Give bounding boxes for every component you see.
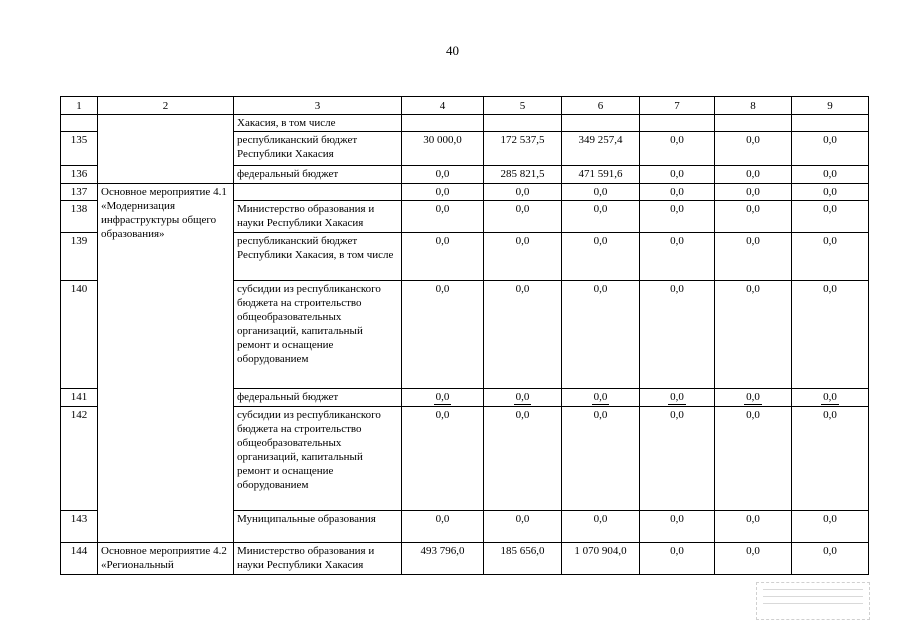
funding-source: субсидии из республиканского бюджета на строительство общеобразовательных организаций, капитальный ремонт и оснащение оборудованием [234,407,402,511]
budget-table [60,96,869,575]
funding-source: федеральный бюджет [234,166,402,184]
value-cell: 0,0 [402,201,484,233]
value-cell [715,115,792,132]
value-cell: 0,0 [562,184,640,201]
table-row [61,543,869,575]
value-cell: 0,0 [402,407,484,511]
value-cell: 0,0 [792,543,869,575]
funding-source: субсидии из республиканского бюджета на строительство общеобразовательных организаций, капитальный ремонт и оснащение оборудованием [234,281,402,389]
value-cell: 0,0 [562,407,640,511]
value-cell: 0,0 [640,281,715,389]
row-number: 137 [61,184,98,201]
header-cell: 5 [484,97,562,115]
row-number: 135 [61,132,98,166]
stamp-line [763,596,863,597]
value-cell: 0,0 [792,132,869,166]
row-number: 140 [61,281,98,389]
funding-source: федеральный бюджет [234,389,402,407]
value-cell: 0,0 [792,233,869,281]
value-cell: 0,0 [640,543,715,575]
row-number [61,115,98,132]
value-cell: 0,0 [792,281,869,389]
value-cell: 0,0 [402,281,484,389]
table-row [61,184,869,201]
header-cell: 3 [234,97,402,115]
measure-cell: Основное мероприятие 4.2 «Региональный [98,543,234,575]
value-cell: 0,0 [715,543,792,575]
value-cell: 0,0 [640,233,715,281]
value-cell: 0,0 [640,132,715,166]
value-cell: 0,0 [715,132,792,166]
value-cell: 0,0 [562,233,640,281]
value-cell [715,389,792,407]
value-cell [640,115,715,132]
value-cell [792,115,869,132]
row-number: 141 [61,389,98,407]
value-cell: 0,0 [402,233,484,281]
value-cell: 0,0 [484,233,562,281]
value-cell: 0,0 [402,511,484,543]
row-number: 142 [61,407,98,511]
value-cell [562,115,640,132]
header-cell: 1 [61,97,98,115]
value-cell [484,115,562,132]
value-cell: 0,0 [484,201,562,233]
value-cell: 0,0 [715,166,792,184]
value-cell: 493 796,0 [402,543,484,575]
value-cell: 0,0 [640,201,715,233]
row-number: 136 [61,166,98,184]
value-cell: 0,0 [402,166,484,184]
value-cell: 0,0 [640,511,715,543]
header-cell: 8 [715,97,792,115]
value-text: 0,0 [593,391,608,403]
page-number: 40 [446,43,459,58]
measure-cell: Основное мероприятие 4.1 «Модернизация инфраструктуры общего образования» [98,184,234,543]
value-cell: 471 591,6 [562,166,640,184]
value-cell: 0,0 [715,511,792,543]
value-cell: 0,0 [792,201,869,233]
value-cell [562,389,640,407]
row-number: 144 [61,543,98,575]
value-text: 0,0 [670,391,684,403]
value-cell: 0,0 [792,511,869,543]
value-cell [792,389,869,407]
header-cell: 6 [562,97,640,115]
value-cell: 0,0 [484,407,562,511]
value-cell: 285 821,5 [484,166,562,184]
funding-source: республиканский бюджет Республики Хакасия [234,132,402,166]
row-number: 143 [61,511,98,543]
header-cell: 2 [98,97,234,115]
value-cell: 0,0 [715,233,792,281]
value-cell: 1 070 904,0 [562,543,640,575]
value-cell: 0,0 [484,511,562,543]
header-cell: 9 [792,97,869,115]
row-number: 138 [61,201,98,233]
funding-source [234,184,402,201]
value-cell: 0,0 [715,201,792,233]
value-cell: 0,0 [484,281,562,389]
header-row [61,97,869,115]
value-cell: 185 656,0 [484,543,562,575]
stamp-line [763,603,863,604]
measure-cell [98,115,234,184]
funding-source: Хакасия, в том числе [234,115,402,132]
value-cell: 0,0 [715,407,792,511]
value-cell: 349 257,4 [562,132,640,166]
value-cell: 0,0 [715,184,792,201]
value-cell [484,389,562,407]
value-cell: 0,0 [562,281,640,389]
funding-source: Муниципальные образования [234,511,402,543]
table-row [61,115,869,132]
value-cell: 0,0 [562,201,640,233]
stamp-line [763,589,863,590]
value-cell: 0,0 [484,184,562,201]
value-cell: 0,0 [562,511,640,543]
value-cell: 0,0 [640,407,715,511]
value-cell: 0,0 [640,184,715,201]
funding-source: Министерство образования и науки Республики Хакасия [234,201,402,233]
value-cell: 0,0 [640,166,715,184]
header-cell: 7 [640,97,715,115]
row-number: 139 [61,233,98,281]
funding-source: Министерство образования и науки Республики Хакасия [234,543,402,575]
value-text: 0,0 [515,391,530,403]
value-cell [402,389,484,407]
value-text: 0,0 [746,391,760,403]
value-cell: 172 537,5 [484,132,562,166]
funding-source: республиканский бюджет Республики Хакасия, в том числе [234,233,402,281]
value-cell [640,389,715,407]
value-cell: 0,0 [792,407,869,511]
value-cell [402,115,484,132]
value-cell: 30 000,0 [402,132,484,166]
value-cell: 0,0 [792,184,869,201]
value-text: 0,0 [823,391,837,403]
faded-stamp [756,582,870,620]
value-cell: 0,0 [402,184,484,201]
value-cell: 0,0 [792,166,869,184]
header-cell: 4 [402,97,484,115]
value-text: 0,0 [435,391,450,403]
value-cell: 0,0 [715,281,792,389]
